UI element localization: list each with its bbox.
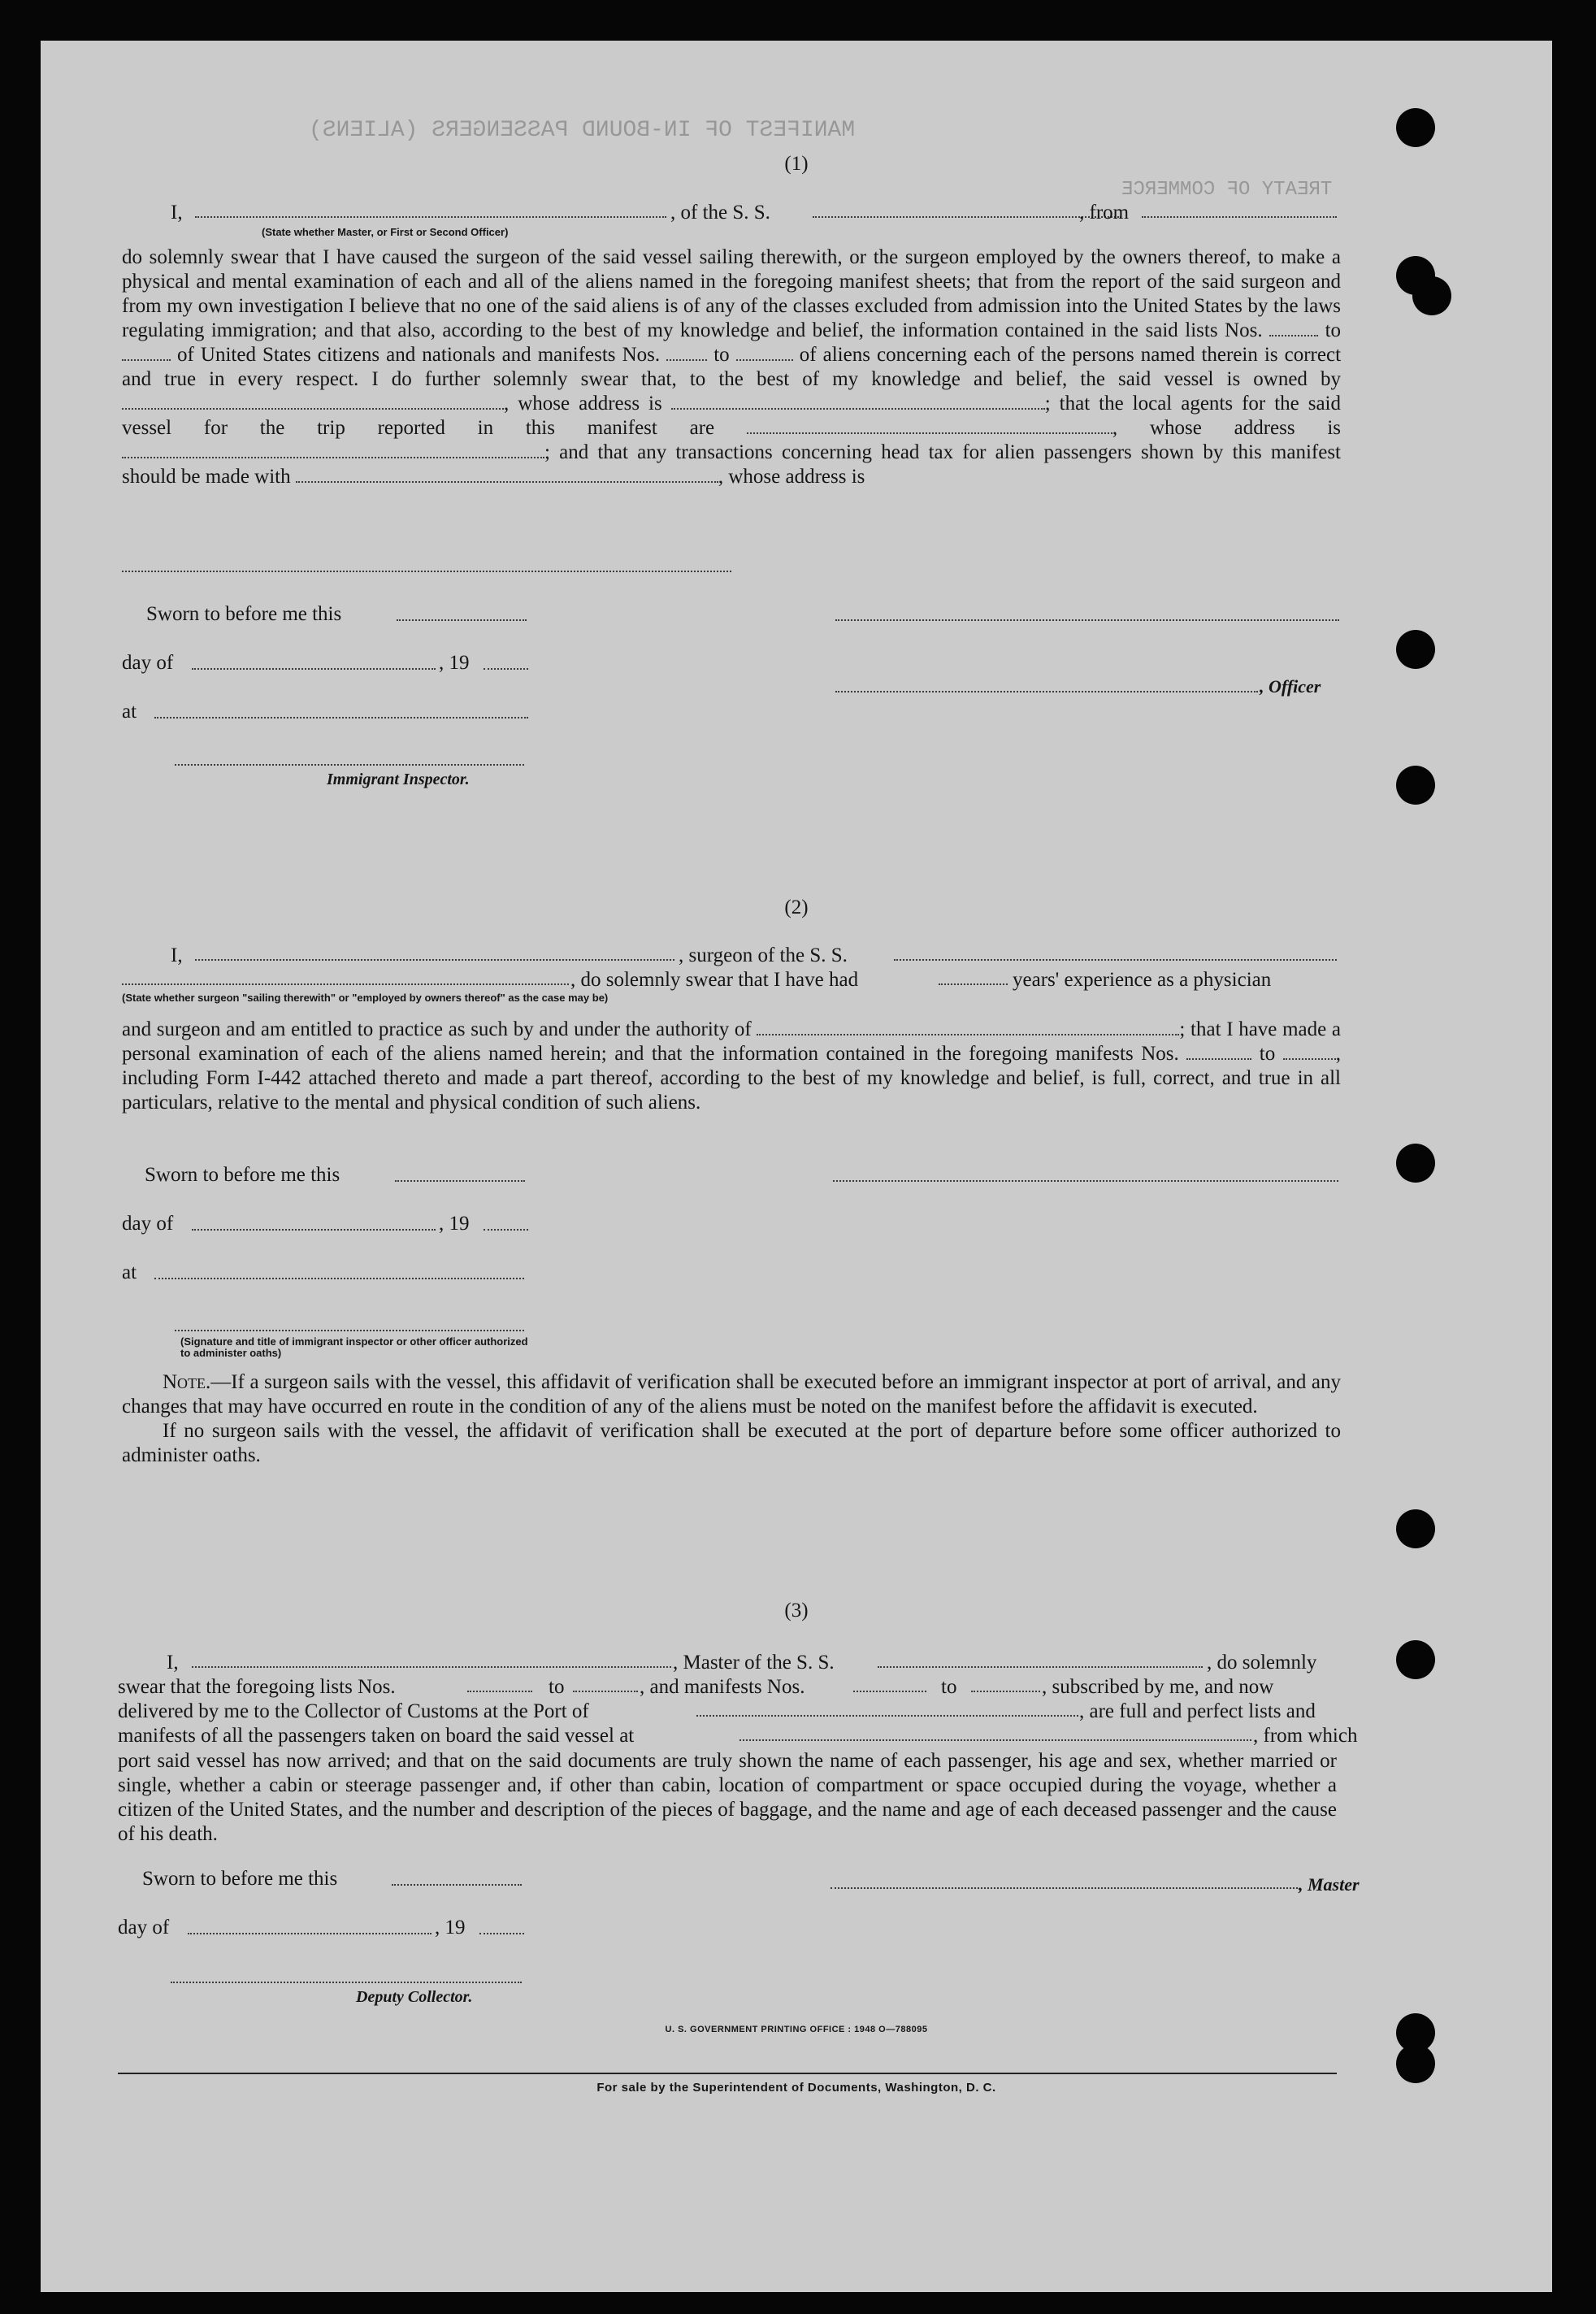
s3-master-label: , Master [1299, 1874, 1360, 1895]
s3-manifests-from-line[interactable] [853, 1691, 926, 1692]
s3-from-which: , from which [1253, 1725, 1358, 1747]
s2-i-label: I, [171, 944, 183, 966]
s2-inspector-signature-line[interactable] [175, 1330, 524, 1331]
s1-officer-hint: (State whether Master, or First or Second Officer) [262, 226, 509, 238]
s1-from-line[interactable] [1142, 216, 1337, 218]
s3-and-manifests: , and manifests Nos. [640, 1676, 805, 1698]
s2-surgeon-signature-line[interactable] [833, 1180, 1338, 1182]
section-2-number: (2) [784, 897, 809, 918]
s1-text-a: do solemnly swear that I have caused the surgeon of the said vessel sailing therewith, or the surgeon employed by the owners thereof, to make a physical and mental examination of each and all of the aliens named in the foregoing manifest sheets; that from the report of the said surgeon and from my own investigation I believe that no one of the said aliens is of any of the classes excluded from admission into the United States by the laws regulating immigration; and that also, according to the best of my knowledge and belief, the information contained in the said lists Nos. [122, 246, 1341, 341]
s2-note-text-2: If no surgeon sails with the vessel, the affidavit of verification shall be executed at the port of departure before some officer authorized to administer oaths. [122, 1420, 1341, 1466]
s1-manifests-from-field[interactable] [666, 345, 707, 361]
punch-hole [1396, 108, 1435, 147]
s1-head-tax-field[interactable] [296, 467, 718, 483]
punch-hole [1396, 630, 1435, 669]
s1-owner-field[interactable] [122, 393, 504, 410]
s1-sworn: Sworn to before me this [146, 603, 342, 625]
s3-subscribed: , subscribed by me, and now [1042, 1676, 1274, 1698]
s1-lists-to-field[interactable] [122, 345, 171, 361]
s2-text-b: that I have made a personal examination of each of the aliens named herein; and that the information contained in the foregoing manifests Nos. [122, 1018, 1341, 1065]
s1-vessel-line[interactable] [813, 216, 1121, 218]
s1-to: to [1325, 319, 1342, 341]
s1-owner-address-field[interactable] [671, 393, 1045, 410]
s3-master-name-line[interactable] [192, 1666, 671, 1668]
s3-to: to [549, 1676, 565, 1698]
s1-head-tax-address-line[interactable] [122, 571, 731, 572]
s3-text-c: manifests of all the passengers taken on board the said vessel at [118, 1725, 635, 1747]
s3-collector-label: Deputy Collector. [356, 1988, 473, 2006]
s2-year-line[interactable] [484, 1229, 528, 1231]
s1-lists-from-field[interactable] [1269, 320, 1318, 336]
s1-whose-address: , whose address is [504, 393, 662, 415]
s1-officer-label: , Officer [1260, 676, 1321, 697]
s3-lists-to-line[interactable] [573, 1691, 638, 1692]
s1-officer-name-line[interactable] [195, 216, 666, 218]
s2-sworn: Sworn to before me this [145, 1164, 340, 1186]
s2-day-of: day of [122, 1213, 174, 1235]
s3-sworn-line[interactable] [392, 1884, 522, 1886]
s1-whose-address-2: whose address is [1149, 417, 1342, 439]
s1-agents-field[interactable] [747, 418, 1112, 434]
s2-note-label: Note. [163, 1371, 211, 1393]
s3-master-of: , Master of the S. S. [673, 1652, 835, 1674]
s3-day-line[interactable] [188, 1933, 432, 1934]
s1-of-ss: , of the S. S. [670, 202, 770, 224]
s1-text-b: of United States citizens and nationals and manifests Nos. [177, 344, 661, 366]
s3-sworn: Sworn to before me this [142, 1868, 338, 1890]
s2-text-a: and surgeon and am entitled to practice as such by and under the authority of [122, 1018, 752, 1040]
s3-text-d: port said vessel has now arrived; and that on the said documents are truly shown the name of each passenger, his age and sex, whether married or single, whether a cabin or steerage passenger and, if other than cabin, location of compartment or space occupied during the voyage, whether a citizen of the United States, and the number and description of the pieces of baggage, and the name and age of each deceased passenger and the cause of his death. [118, 1750, 1337, 1845]
s1-at: at [122, 701, 137, 723]
s2-years-line[interactable] [939, 983, 1008, 985]
punch-hole [1396, 1144, 1435, 1183]
s1-officer-signature-line[interactable] [835, 691, 1258, 692]
s3-embark-line[interactable] [739, 1739, 1251, 1741]
punch-hole [1396, 2044, 1435, 2083]
s2-authority-field[interactable] [757, 1019, 1179, 1035]
s1-text-e: ; and that any transactions concerning head tax for alien passengers shown by this manifest should be made with [122, 441, 1341, 488]
s1-whose-address-3: , whose address is [718, 466, 865, 488]
sale-notice: For sale by the Superintendent of Documents, Washington, D. C. [596, 2081, 996, 2095]
s2-years: years' experience as a physician [1013, 969, 1272, 991]
s2-sig-hint: (Signature and title of immigrant inspector or other officer authorized to administer oaths) [180, 1335, 528, 1359]
s1-text-d: that the local agents for the said vessel for the trip reported in this manifest are [122, 393, 1341, 439]
bleed-through-text: MANIFEST OF IN-BOUND PASSENGERS (ALIENS) [309, 118, 856, 143]
s2-sworn-line[interactable] [395, 1180, 525, 1182]
s1-paragraph: do solemnly swear that I have caused the surgeon of the said vessel sailing therewith, or the surgeon employed by the owners thereof, to make a physical and mental examination of each and all of the aliens named in the foregoing manifest sheets; that from the report of the said surgeon and from my own investigation I believe that no one of the said aliens is of any of the classes excluded from admission into the United States by the laws regulating immigration; and that also, according to the best of my knowledge and belief, the information contained in the said lists Nos. to of United States citizens and nationals and manifests Nos. to of aliens concerning each of the persons named therein is correct and true in every respect. I do further solemnly swear that, to the best of my knowledge and belief, the said vessel is owned by , whose address is ; that the local agents for the said vessel for the trip reported in this manifest are , whose address is ; and that any transactions concerning head tax for alien passengers shown by this manifest should be made with , whose address is [122, 246, 1342, 488]
s3-do-solemnly: , do solemnly [1207, 1652, 1317, 1674]
s1-i-label: I, [171, 202, 183, 224]
s1-text-c: of aliens concerning each of the persons named therein is correct and true in every respect. I do further solemnly swear that, to the best of my knowledge and belief, the said vessel is owned by [122, 344, 1342, 390]
s3-lists-from-line[interactable] [467, 1691, 532, 1692]
s3-collector-signature-line[interactable] [171, 1982, 522, 1983]
s1-inspector-label: Immigrant Inspector. [327, 771, 470, 788]
s3-full-perfect: , are full and perfect lists and [1079, 1700, 1316, 1722]
section-3-number: (3) [784, 1600, 809, 1622]
s2-text-c: , including Form I-442 attached thereto and made a part thereof, according to the best of my knowledge and belief, is full, correct, and true in all particulars, relative to the mental and physical condition of such aliens. [122, 1043, 1341, 1114]
s2-day-line[interactable] [192, 1229, 436, 1231]
s2-to: to [1259, 1043, 1276, 1065]
s2-at-line[interactable] [154, 1278, 524, 1279]
s3-vessel-line[interactable] [878, 1666, 1203, 1668]
s3-master-signature-line[interactable] [831, 1887, 1298, 1889]
s3-text-a: swear that the foregoing lists Nos. [118, 1676, 396, 1698]
s3-year: , 19 [435, 1917, 466, 1938]
s1-inspector-signature-line[interactable] [175, 764, 524, 766]
s2-year: , 19 [439, 1213, 470, 1235]
s2-note-text: —If a surgeon sails with the vessel, this affidavit of verification shall be executed before an immigrant inspector at port of arrival, and any changes that may have occurred en route in the condition of any of the aliens must be noted on the manifest before the affidavit is executed. [122, 1371, 1341, 1417]
bleed-through-text-2: TREATY OF COMMERCE [1121, 179, 1333, 201]
s2-manifests-to-field[interactable] [1283, 1044, 1336, 1060]
s3-text-b: delivered by me to the Collector of Customs at the Port of [118, 1700, 589, 1722]
s3-i-label: I, [167, 1652, 179, 1674]
s1-sworn-line[interactable] [397, 619, 527, 621]
s1-manifests-to-field[interactable] [736, 345, 793, 361]
s3-day-of: day of [118, 1917, 170, 1938]
punch-hole [1412, 276, 1451, 315]
s2-surgeon-hint: (State whether surgeon "sailing therewith" or "employed by owners thereof" as the case may be) [122, 992, 609, 1004]
s1-day-line[interactable] [192, 668, 436, 670]
section-1-number: (1) [784, 153, 809, 175]
s2-paragraph: and surgeon and am entitled to practice as such by and under the authority of ; that I have made a personal examination of each of the aliens named herein; and that the information contained in the foregoing manifests Nos. to , including Form I-442 attached thereto and made a part thereof, according to the best of my knowledge and belief, is full, correct, and true in all particulars, relative to the mental and physical condition of such aliens. [122, 1018, 1341, 1114]
s3-year-line[interactable] [479, 1933, 524, 1934]
footer-rule [118, 2073, 1337, 2074]
s2-swear-a: , do solemnly swear that I have had [570, 969, 859, 991]
s2-note [122, 1370, 1341, 1468]
s2-surgeon-status-line[interactable] [122, 983, 569, 985]
s1-at-line[interactable] [154, 717, 528, 719]
s3-paragraph [118, 1749, 1337, 1847]
punch-hole [1396, 766, 1435, 805]
s2-surgeon-name-line[interactable] [195, 959, 674, 961]
s2-manifests-from-field[interactable] [1186, 1044, 1251, 1060]
s1-from: , from [1079, 202, 1130, 224]
form-sheet [41, 41, 1552, 2292]
punch-hole [1396, 1640, 1435, 1679]
s1-agents-address-field[interactable] [122, 442, 544, 458]
s1-day-of: day of [122, 652, 174, 674]
s2-at: at [122, 1261, 137, 1283]
s3-manifests-to-line[interactable] [971, 1691, 1040, 1692]
s1-officer-signature-top[interactable] [835, 619, 1339, 621]
s1-year: , 19 [439, 652, 470, 674]
punch-hole [1396, 1509, 1435, 1548]
s2-surgeon-of: , surgeon of the S. S. [679, 944, 848, 966]
s3-port-line[interactable] [696, 1715, 1078, 1717]
s3-to-2: to [941, 1676, 957, 1698]
gpo-imprint: U. S. GOVERNMENT PRINTING OFFICE : 1948 O—788095 [665, 2025, 928, 2034]
s1-year-line[interactable] [484, 668, 528, 670]
s1-to-2: to [713, 344, 730, 366]
s2-vessel-line[interactable] [894, 959, 1337, 961]
